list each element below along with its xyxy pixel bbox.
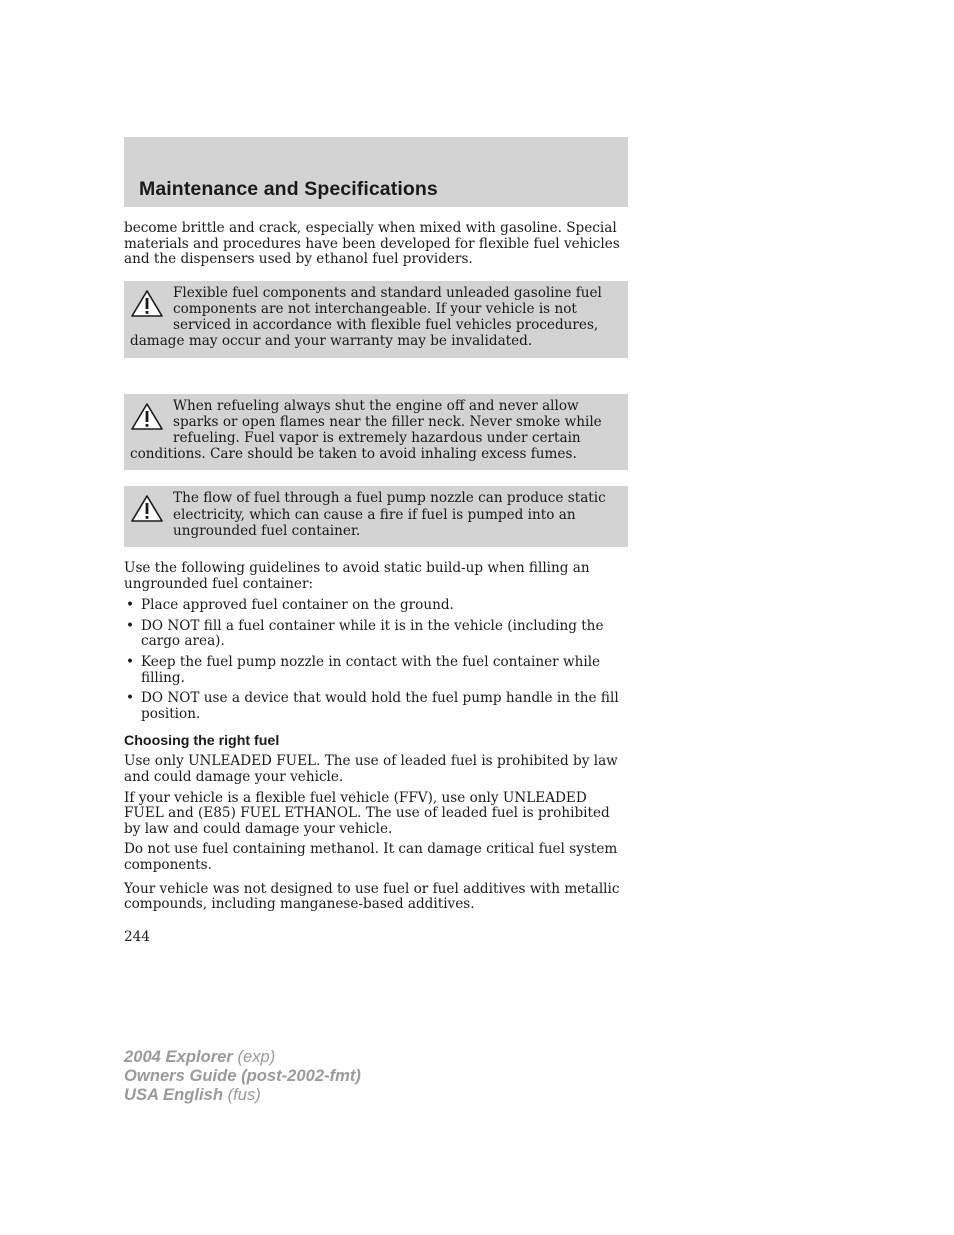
- guidelines-list: [124, 598, 628, 722]
- warning-box-ffv-components: [124, 281, 628, 358]
- list-item: [124, 598, 628, 614]
- warning-triangle-icon: [130, 402, 164, 432]
- guidelines-lead: Use the following guidelines to avoid static build-up when filling an ungrounded fuel container:: [124, 560, 590, 592]
- list-item-text: Place approved fuel container on the ground.: [141, 597, 454, 614]
- footer-language-code: (fus): [222, 1085, 261, 1104]
- bullet-glyph: •: [126, 597, 135, 614]
- page-number: 244: [124, 928, 150, 945]
- footer-line-guide: [124, 1066, 361, 1085]
- list-item: [124, 655, 628, 686]
- footer-model: 2004 Explorer: [124, 1047, 233, 1066]
- list-item-text: DO NOT fill a fuel container while it is in the vehicle (including the cargo area).: [141, 617, 604, 650]
- warning-text: Flexible fuel components and standard unleaded gasoline fuel components are not interchangeable. If your vehicle is not serviced in accordance with flexible fuel vehicles procedures, damage may occur and your warranty may be invalidated.: [130, 284, 602, 350]
- list-item-text: DO NOT use a device that would hold the fuel pump handle in the fill position.: [141, 690, 619, 722]
- footer-guide: Owners Guide (post-2002-fmt): [124, 1066, 361, 1085]
- footer-line-language: [124, 1085, 361, 1104]
- warning-text: The flow of fuel through a fuel pump nozzle can produce static electricity, which can cause a fire if fuel is pumped into an ungrounded fuel container.: [173, 490, 606, 539]
- list-item-text: Keep the fuel pump nozzle in contact with the fuel container while filling.: [141, 653, 601, 686]
- warning-text: When refueling always shut the engine off and never allow sparks or open flames near the filler neck. Never smoke while refueling. Fuel vapor is extremely hazardous under certain conditions. Care should be taken to avoid inhaling excess fumes.: [130, 397, 602, 463]
- section-title: Maintenance and Specifications: [139, 178, 438, 200]
- fuel-paragraph-ffv: If your vehicle is a flexible fuel vehicle (FFV), use only UNLEADED FUEL and (E85) FUEL ETHANOL. The use of leaded fuel is prohibited by law and could damage your vehicle.: [124, 789, 610, 837]
- warning-triangle-icon: [130, 494, 164, 524]
- fuel-paragraph-metallic: Your vehicle was not designed to use fuel or fuel additives with metallic compounds, including manganese-based additives.: [124, 880, 620, 913]
- section-header-band: [124, 137, 628, 207]
- warning-box-static-electricity: [124, 486, 628, 547]
- subsection-heading: Choosing the right fuel: [124, 733, 280, 750]
- list-item: [124, 691, 628, 722]
- fuel-paragraph-methanol: Do not use fuel containing methanol. It can damage critical fuel system components.: [124, 841, 618, 873]
- bullet-glyph: •: [126, 653, 135, 670]
- warning-triangle-icon: [130, 289, 164, 319]
- bullet-glyph: •: [126, 617, 135, 634]
- document-footer: [124, 1047, 361, 1104]
- bullet-glyph: •: [126, 690, 135, 707]
- fuel-paragraph-unleaded: Use only UNLEADED FUEL. The use of leaded fuel is prohibited by law and could damage your vehicle.: [124, 753, 618, 785]
- warning-box-refueling: [124, 394, 628, 471]
- footer-language: USA English: [124, 1085, 223, 1104]
- list-item: [124, 619, 628, 650]
- footer-model-code: (exp): [232, 1047, 276, 1066]
- intro-paragraph: become brittle and crack, especially when mixed with gasoline. Special materials and procedures have been developed for flexible fuel vehicles and the dispensers used by ethanol fuel providers.: [124, 220, 620, 268]
- footer-line-model: [124, 1047, 361, 1066]
- page-content: [124, 221, 628, 945]
